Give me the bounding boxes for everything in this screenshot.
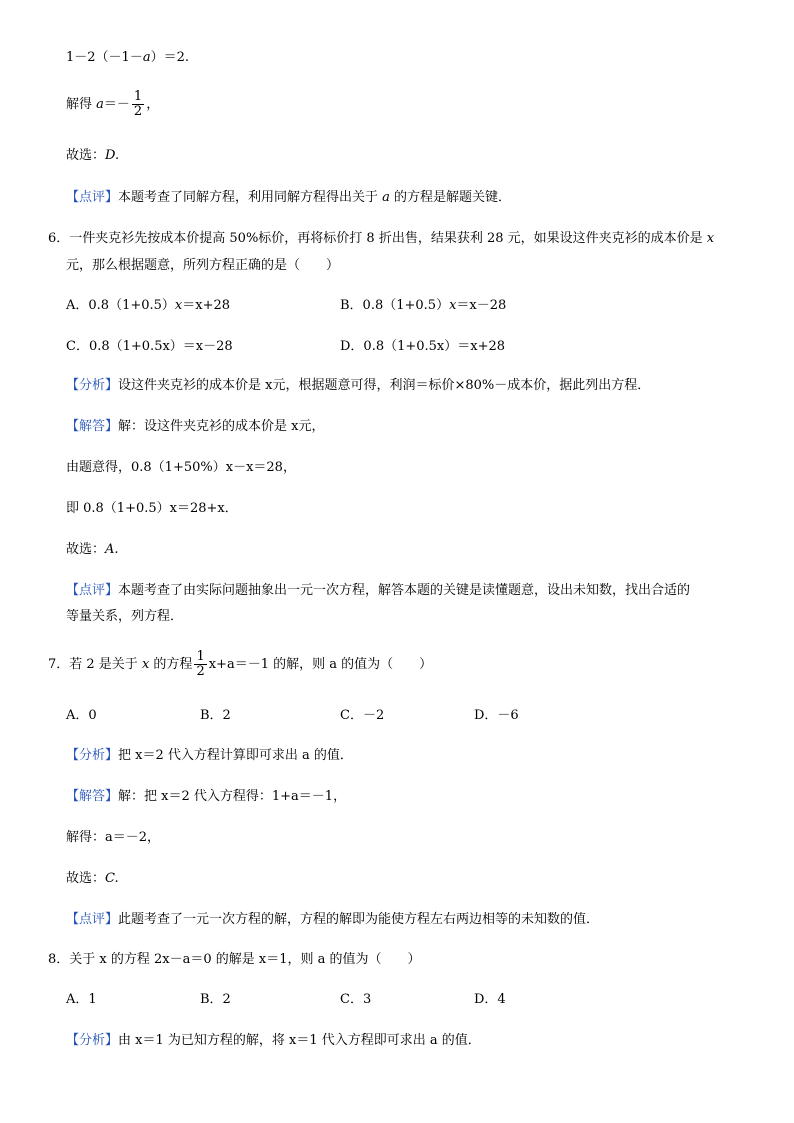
q8-analysis-line	[66, 1031, 481, 1051]
q8-option-d[interactable]	[474, 990, 506, 1010]
q6-stem-line1	[48, 229, 714, 249]
review-tag: 【点评】	[66, 583, 119, 598]
option-label: C．－2	[340, 708, 385, 723]
choose-answer: C.	[105, 871, 119, 886]
q6-review-line2	[66, 607, 183, 627]
step-text: 由题意得，0.8（1+50%）x－x＝28，	[66, 460, 296, 475]
q7-option-b[interactable]	[200, 706, 231, 726]
prev-eq-tail: ）＝2.	[150, 50, 189, 65]
fraction-denominator: 2	[133, 104, 143, 119]
choose-prefix: 故选：	[66, 542, 106, 557]
fraction-denominator: 2	[196, 664, 205, 679]
prev-solve-prefix: 解得	[66, 97, 97, 112]
step-text: 即 0.8（1+0.5）x＝28+x．	[66, 501, 238, 516]
review-text: 本题考查了同解方程，利用同解方程得出关于	[118, 190, 383, 205]
q6-step1	[66, 458, 296, 478]
q8-option-b[interactable]	[200, 990, 231, 1010]
answer-text: 解：把 x＝2 代入方程得：1+a＝－1，	[118, 789, 347, 804]
analysis-tag: 【分析】	[66, 378, 119, 393]
step-text: 解得：a＝－2，	[66, 830, 161, 845]
q8-option-a[interactable]	[66, 990, 97, 1010]
review-tag: 【点评】	[66, 190, 119, 205]
answer-text: 解：设这件夹克衫的成本价是 x元，	[118, 419, 325, 434]
option-label: B．0.8（1+0.5）	[340, 298, 450, 313]
q7-option-d[interactable]	[474, 706, 519, 726]
prev-eq-line	[66, 48, 189, 68]
choose-answer: D.	[105, 148, 120, 163]
fraction-numerator: 1	[196, 649, 205, 664]
review-text-2: 等量关系，列方程．	[66, 609, 184, 624]
option-label: A．0.8（1+0.5）	[66, 298, 175, 313]
choose-prefix: 故选：	[66, 148, 106, 163]
option-label: B．2	[200, 992, 231, 1007]
fraction-numerator: 1	[133, 89, 143, 104]
analysis-text: 设这件夹克衫的成本价是 x元，根据题意可得，利润＝标价×80%－成本价，据此列出方程．	[118, 378, 651, 393]
q7-fraction	[194, 650, 206, 679]
q6-stem-var: x	[706, 231, 715, 246]
option-label: D．－6	[474, 708, 519, 723]
q7-stem-text-2: 的方程	[149, 657, 193, 672]
q7-stem-text: 7．若 2 是关于	[48, 657, 142, 672]
q6-option-d[interactable]	[340, 337, 505, 357]
q6-option-c[interactable]	[66, 337, 233, 357]
q6-stem-text: 6．一件夹克衫先按成本价提高 50%标价，再将标价打 8 折出售，结果获利 28 元，如果设这件夹克衫的成本价是	[48, 231, 707, 246]
option-label: D．4	[474, 992, 506, 1007]
prev-choose-line	[66, 146, 119, 166]
prev-review-line	[66, 188, 511, 208]
q6-review-line1	[66, 581, 690, 601]
q6-analysis-line	[66, 376, 650, 396]
prev-solve-fraction	[132, 90, 144, 119]
prev-solve-var: a	[96, 97, 104, 112]
choose-answer: A.	[105, 542, 119, 557]
q7-option-a[interactable]	[66, 706, 97, 726]
q7-option-c[interactable]	[340, 706, 384, 726]
review-tag: 【点评】	[66, 912, 119, 927]
q6-stem-text-2: 元，那么根据题意，所列方程正确的是（ ）	[66, 258, 340, 273]
q7-choose-line	[66, 869, 119, 889]
q6-option-a[interactable]	[66, 296, 230, 316]
q7-step1	[66, 828, 160, 848]
answer-tag: 【解答】	[66, 419, 119, 434]
answer-tag: 【解答】	[66, 789, 119, 804]
option-rest: ＝x－28	[456, 298, 507, 313]
option-label: C．3	[340, 992, 372, 1007]
option-var: x	[174, 298, 183, 313]
q7-stem-var: x	[141, 657, 150, 672]
option-rest: ＝x+28	[182, 298, 231, 313]
prev-eq-var: a	[142, 50, 151, 65]
choose-prefix: 故选：	[66, 871, 106, 886]
analysis-text: 把 x＝2 代入方程计算即可求出 a 的值．	[118, 748, 353, 763]
q8-option-c[interactable]	[340, 990, 371, 1010]
q8-stem-line	[48, 950, 421, 970]
analysis-tag: 【分析】	[66, 748, 119, 763]
q7-answer-line	[66, 787, 346, 807]
option-label: A．1	[66, 992, 97, 1007]
prev-solve-line	[66, 90, 159, 120]
option-label: A．0	[66, 708, 97, 723]
q7-analysis-line	[66, 746, 353, 766]
option-label: C．0.8（1+0.5x）＝x－28	[66, 339, 233, 354]
q6-choose-line	[66, 540, 119, 560]
analysis-text: 由 x＝1 为已知方程的解，将 x＝1 代入方程即可求出 a 的值．	[118, 1033, 481, 1048]
q8-stem-text: 8．关于 x 的方程 2x－a＝0 的解是 x＝1，则 a 的值为（ ）	[48, 952, 421, 967]
prev-solve-eq: ＝－	[103, 97, 130, 112]
review-var: a	[382, 190, 390, 205]
review-text-tail: 的方程是解题关键．	[389, 190, 512, 205]
analysis-tag: 【分析】	[66, 1033, 119, 1048]
q7-stem-line	[48, 650, 432, 680]
option-label: B．2	[200, 708, 231, 723]
review-text: 本题考查了由实际问题抽象出一元一次方程，解答本题的关键是读懂题意，设出未知数，找出合适的	[118, 583, 691, 598]
review-text: 此题考查了一元一次方程的解，方程的解即为能使方程左右两边相等的未知数的值．	[118, 912, 600, 927]
q7-stem-text-3: x+a＝－1 的解，则 a 的值为（ ）	[208, 657, 433, 672]
q6-answer-line	[66, 417, 324, 437]
prev-solve-tail: ，	[146, 97, 160, 112]
option-label: D．0.8（1+0.5x）＝x+28	[340, 339, 506, 354]
q6-option-b[interactable]	[340, 296, 506, 316]
q6-step2	[66, 499, 238, 519]
prev-eq-text: 1－2（－1－	[66, 50, 143, 65]
q7-review-line	[66, 910, 599, 930]
option-var: x	[449, 298, 457, 313]
q6-stem-line2	[66, 256, 339, 276]
